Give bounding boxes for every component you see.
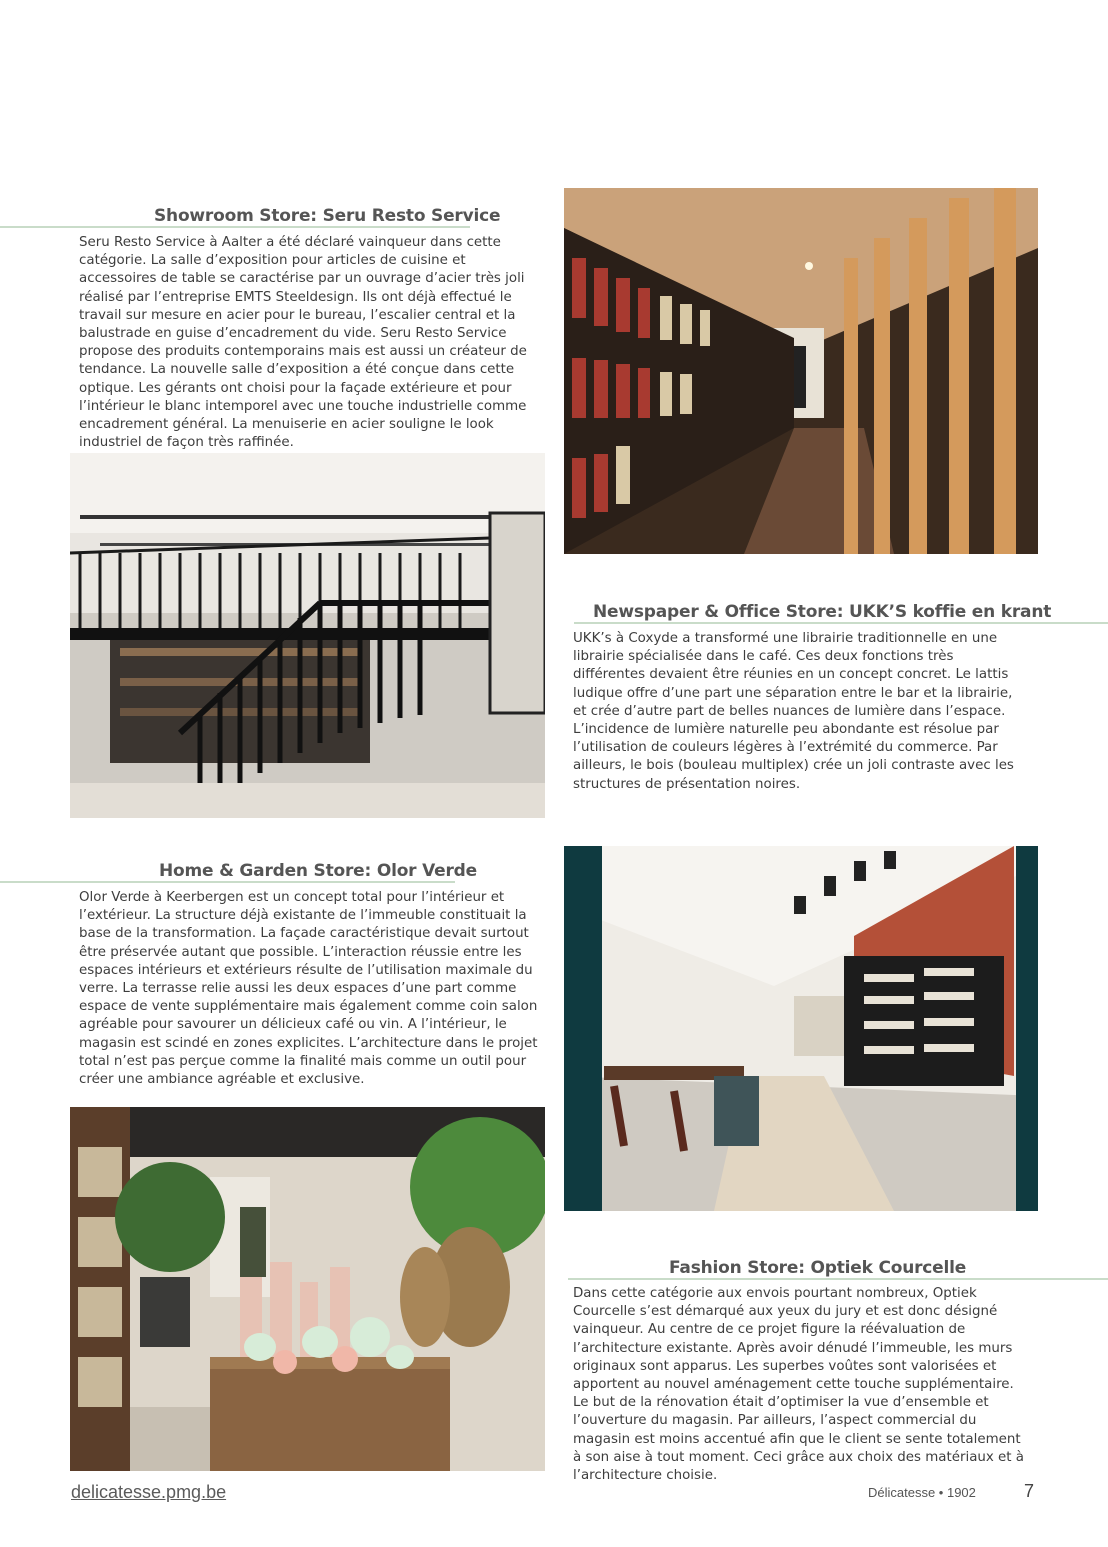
section-title: Fashion Store: Optiek Courcelle (669, 1258, 967, 1278)
section-heading-fashion (568, 1250, 1108, 1280)
section-body-newspaper: UKK’s à Coxyde a transformé une librairie traditionnelle en une librairie spécialisée dans le café. Ces deux fonctions très différentes devaient être réunies en un concept concret. Le lattis ludique offre d’une part une séparation entre le bar et la librairie, et crée d’autre part de belles nuances de lumière dans l’espace. L’incidence de lumière naturelle peu abondante est résolue par l’utilisation de couleurs légères à l’extrémité du commerce. Par ailleurs, le bois (bouleau multiplex) crée un joli contraste avec les structures de présentation noires. (573, 631, 1014, 792)
section-title: Newspaper & Office Store: UKK’S koffie en krant (593, 602, 1052, 622)
section-title: Showroom Store: Seru Resto Service (154, 206, 501, 226)
page-number: 7 (1024, 1481, 1035, 1501)
section-body-showroom: Seru Resto Service à Aalter a été déclaré vainqueur dans cette catégorie. La salle d’exposition pour articles de cuisine et accessoires de table se caractérise par un ouvrage d’acier très joli réalisé par l’entreprise EMTS Steeldesign. Ils ont déjà effectué le travail sur mesure en acier pour le bureau, l’escalier central et la balustrade en guise d’encadrement du vide. Seru Resto Service propose des produits contemporains mais est aussi un créateur de tendance. La nouvelle salle d’exposition a été conçue dans cette optique. Les gérants ont choisi pour la façade extérieure et pour l’intérieur le blanc intemporel avec une touche industrielle comme encadrement général. La menuiserie en acier souligne le look industriel de façon très raffinée. (79, 235, 527, 451)
section-heading-showroom (0, 198, 501, 228)
photo-showroom-staircase (70, 453, 545, 818)
section-title: Home & Garden Store: Olor Verde (159, 861, 477, 881)
section-body-homegarden: Olor Verde à Keerbergen est un concept total pour l’intérieur et l’extérieur. La structure déjà existante de l’immeuble constituait la base de la transformation. La façade caractéristique devait surtout être préservée autant que possible. L’interaction réussie entre les espaces intérieurs et extérieurs résulte de l’utilisation maximale du verre. La terrasse relie aussi les deux espaces d’une part comme espace de vente supplémentaire mais également comme coin salon agréable pour savourer un délicieux café ou vin. A l’intérieur, le magasin est scindé en zones explicites. L’architecture dans le projet total n’est pas perçue comme la finalité mais comme un outil pour créer une ambiance agréable et exclusive. (79, 890, 538, 1088)
section-heading-homegarden (0, 853, 477, 883)
footer-website-link[interactable]: delicatesse.pmg.be (71, 1482, 227, 1502)
photo-fashion-store (564, 846, 1038, 1211)
heading-rule (574, 622, 1108, 624)
heading-rule (0, 881, 455, 883)
photo-homegarden-store (70, 1107, 545, 1471)
section-body-fashion: Dans cette catégorie aux envois pourtant nombreux, Optiek Courcelle s’est démarqué aux yeux du jury et est donc désigné vainqueur. Au centre de ce projet figure la réévaluation de l’architecture existante. Après avoir dénudé l’immeuble, les murs originaux sont apparus. Les superbes voûtes sont valorisées et apportent au nouvel aménagement cette touche supplémentaire. Le but de la rénovation était d’optimiser la vue d’ensemble et l’ouverture du magasin. Par ailleurs, l’aspect commercial du magasin est moins accentué afin que le client se sente totalement à son aise à tout moment. Ceci grâce aux choix des matériaux et à l’architecture choisie. (573, 1286, 1025, 1484)
footer-magazine-issue: Délicatesse • 1902 (868, 1485, 976, 1500)
section-heading-newspaper (574, 594, 1108, 624)
heading-rule (568, 1278, 1108, 1280)
photo-newspaper-store (564, 188, 1038, 554)
heading-rule (0, 226, 470, 228)
